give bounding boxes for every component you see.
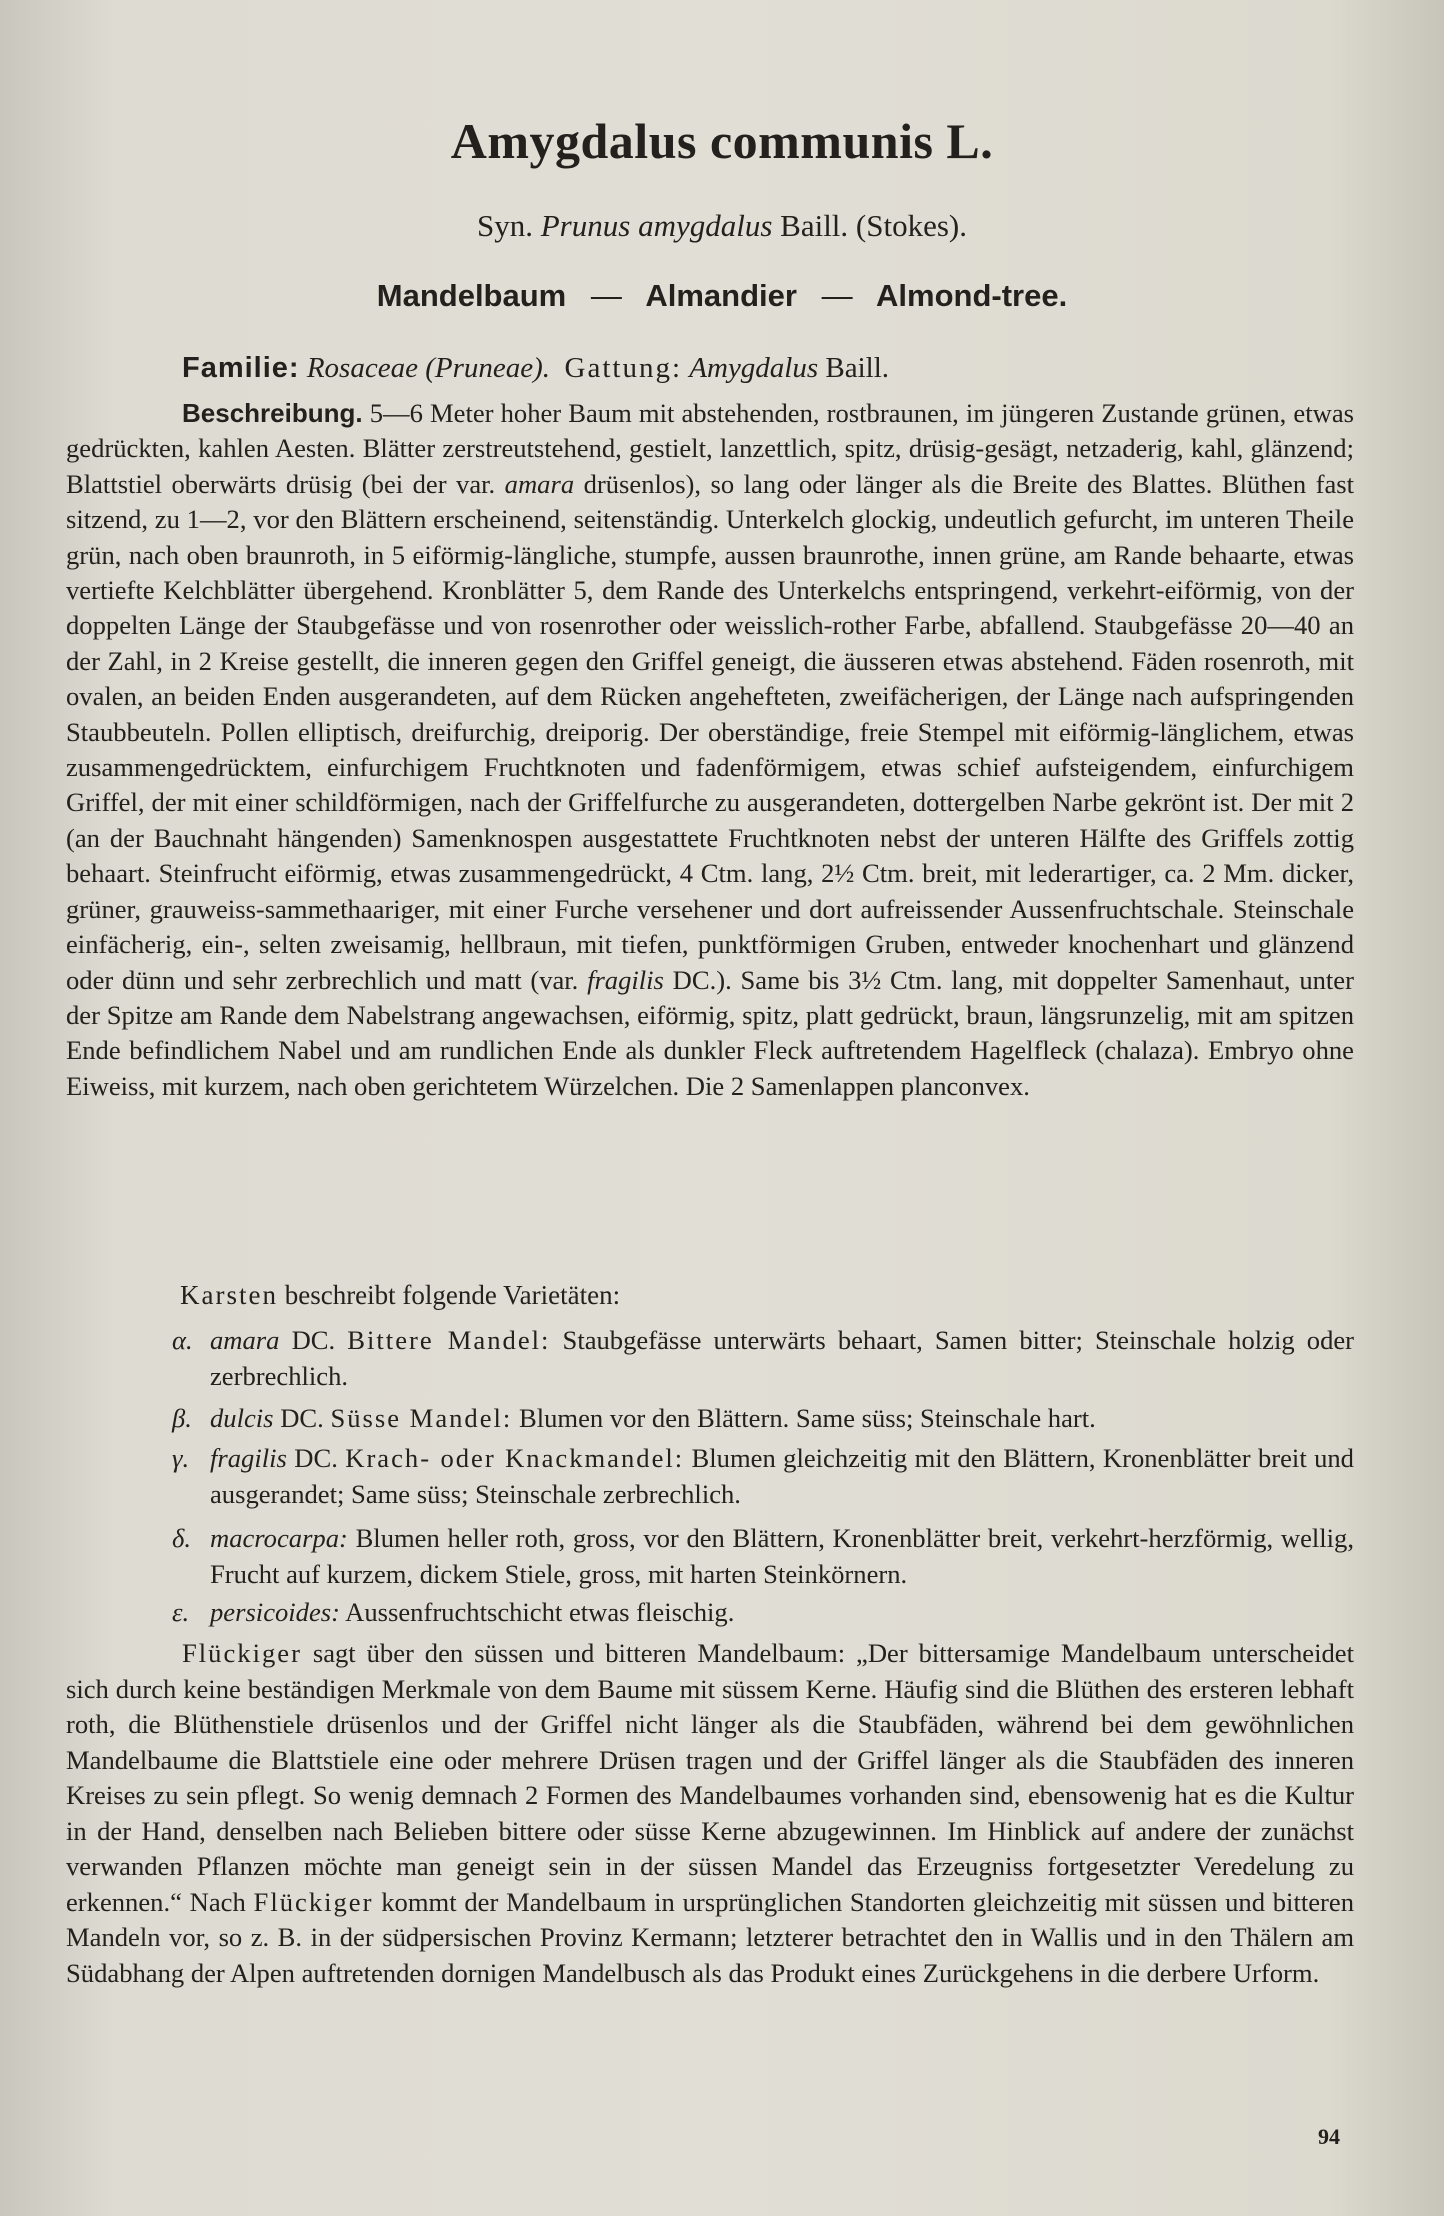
karsten-name: Karsten <box>180 1280 278 1310</box>
variety-item <box>172 1440 1354 1512</box>
karsten-text: beschreibt folgende Varietäten: <box>284 1280 621 1310</box>
family-name: Rosaceae <box>306 352 418 384</box>
variety-name: persicoides: <box>210 1597 340 1627</box>
variety-author: DC. <box>291 1325 336 1355</box>
page-number: 94 <box>1318 2124 1340 2149</box>
flueckiger-text-1: sagt über den süssen und bitteren Mandelbaum: „Der bittersamige Mandelbaum unterscheidet sich durch keine beständigen Merkmale von dem Baume mit süssem Kerne. Häufig sind die Blüthen des ersteren lebhaft roth, die Blüthenstiele drüsenlos und der Griffel nicht länger als die Staubfäden, während bei dem gewöhnlichen Mandelbaume die Blattstiele eine oder mehrere Drüsen tragen und der Griffel länger als die Staubfäden des inneren Kreises zu sein pflegt. So wenig demnach 2 Formen des Mandelbaumes vorhanden sind, ebensowenig hat es die Kultur in der Hand, denselben nach Belieben bittere oder süsse Kerne abzugewinnen. Im Hinblick auf andere der zunächst verwanden Pflanzen möchte man geneigt sein in der süssen Mandel das Erzeugniss fortgesetzter Veredelung zu erkennen.“ Nach <box>66 1638 1354 1917</box>
name-separator: — <box>821 278 853 313</box>
common-name-english: Almond-tree. <box>876 278 1068 313</box>
description-paragraph <box>66 396 1354 1104</box>
synonym-prefix: Syn. <box>477 208 533 243</box>
variety-common-name: Bittere Mandel: <box>347 1325 551 1355</box>
variety-text: Aussenfruchtschicht etwas fleischig. <box>345 1597 735 1627</box>
flueckiger-paragraph <box>66 1636 1354 1991</box>
variety-item <box>172 1322 1355 1394</box>
variety-common-name: Süsse Mandel: <box>330 1403 513 1433</box>
variety-letter: β. <box>172 1403 192 1433</box>
description-label: Beschreibung. <box>182 398 363 428</box>
genus-author: Baill. <box>825 352 890 384</box>
subfamily-name: (Pruneae). <box>425 352 551 384</box>
variety-item <box>172 1520 1354 1592</box>
variety-author: DC. <box>294 1443 338 1473</box>
author-name: Flückiger <box>253 1886 374 1917</box>
name-separator: — <box>590 278 622 313</box>
genus-label: Gattung: <box>564 352 683 384</box>
variety-text: Blumen vor den Blättern. Same süss; Steinschale hart. <box>518 1403 1096 1433</box>
synonym-name: Prunus amygdalus <box>540 208 773 243</box>
variety-name: fragilis <box>210 1443 287 1473</box>
genus-name: Amygdalus <box>689 352 819 384</box>
variety-letter: γ. <box>172 1443 190 1473</box>
description-text-1: 5—6 Meter hoher Baum mit abstehenden, rostbraunen, im jüngeren Zustande grünen, etwas gedrückten, kahlen Aesten. Blätter zerstreutstehend, gestielt, lanzettlich, spitz, drüsig-gesägt, netzaderig, kahl, glänzend; Blattstiel oberwärts drüsig (bei der var. <box>66 398 1354 499</box>
family-label: Familie: <box>182 352 300 384</box>
page-title: Amygdalus communis L. <box>450 113 994 169</box>
variety-letter: ε. <box>172 1597 190 1627</box>
karsten-intro <box>180 1280 620 1311</box>
family-line <box>182 352 889 385</box>
variety-item <box>172 1594 1354 1630</box>
variety-amara-ref: amara <box>504 468 575 499</box>
variety-name: macrocarpa: <box>210 1523 348 1553</box>
variety-name: amara <box>210 1325 280 1355</box>
common-name-german: Mandelbaum <box>376 278 567 313</box>
common-names <box>0 278 1444 314</box>
flueckiger-text-2: kommt der Mandelbaum in ursprünglichen Standorten gleichzeitig mit süssen und bitteren Mandeln vor, so z. B. in der südpersischen Provinz Kermann; letzterer betrachtet den in Wallis und in den Thälern am Südabhang der Alpen auftretenden dornigen Mandelbusch als das Produkt eines Zurückgehens in die derbere Urform. <box>66 1886 1354 1988</box>
synonym-author: Baill. (Stokes). <box>780 208 967 243</box>
variety-common-name: Krach- oder Knackmandel: <box>345 1443 685 1473</box>
variety-author: DC. <box>280 1403 324 1433</box>
description-text-2: drüsenlos), so lang oder länger als die Breite des Blattes. Blüthen fast sitzend, zu 1—2, vor den Blättern erscheinend, seitenständig. Unterkelch glockig, undeutlich gefurcht, im unteren Theile grün, nach oben braunroth, in 5 eiförmig-längliche, stumpfe, aussen braunrothe, innen grüne, am Rande behaarte, etwas vertiefte Kelchblätter übergehend. Kronblätter 5, dem Rande des Unterkelchs entspringend, verkehrt-eiförmig, von der doppelten Länge der Staubgefässe und von rosenrother oder weisslich-rother Farbe, abfallend. Staubgefässe 20—40 an der Zahl, in 2 Kreise gestellt, die inneren gegen den Griffel geneigt, die äusseren etwas abstehend. Fäden rosenroth, mit ovalen, an beiden Enden ausgerandeten, auf dem Rücken angehefteten, zweifächerigen, der Länge nach aufspringenden Staubbeuteln. Pollen elliptisch, dreifurchig, dreiporig. Der oberständige, freie Stempel mit eiförmig-länglichem, etwas zusammengedrücktem, einfurchigem Fruchtknoten und fadenförmigem, etwas schief aufsteigendem, einfurchigem Griffel, der mit einer schildförmigen, nach der Griffelfurche zu ausgerandeten, dottergelben Narbe gekrönt ist. Der mit 2 (an der Bauchnaht hängenden) Samenknospen ausgestattete Fruchtknoten nebst der unteren Hälfte des Griffels zottig behaart. Steinfrucht eiförmig, etwas zusammengedrückt, 4 Ctm. lang, 2½ Ctm. breit, mit lederartiger, ca. 2 Mm. dicker, grüner, grauweiss-sammethaariger, mit einer Furche versehener und dort aufreissender Aussenfruchtschale. Steinschale einfächerig, ein-, selten zweisamig, hellbraun, mit tiefen, punktförmigen Gruben, entweder knochenhart und glänzend oder dünn und sehr zerbrechlich und matt (var. <box>66 468 1354 995</box>
variety-text: Blumen gleichzeitig mit den Blättern, Kronenblätter breit und ausgerandet; Same süss; Steinschale zerbrechlich. <box>210 1443 1354 1509</box>
variety-text: Staubgefässe unterwärts behaart, Samen bitter; Steinschale holzig oder zerbrechlich. <box>210 1325 1355 1391</box>
synonym-line <box>0 208 1444 244</box>
author-name: Flückiger <box>182 1638 302 1668</box>
common-name-french: Almandier <box>645 278 797 313</box>
variety-fragilis-ref: fragilis <box>587 964 664 995</box>
variety-text: Blumen heller roth, gross, vor den Blättern, Kronenblätter breit, verkehrt-herzförmig, wellig, Frucht auf kurzem, dickem Stiele, gross, mit harten Steinkörnern. <box>210 1523 1354 1589</box>
variety-letter: α. <box>172 1325 193 1355</box>
variety-letter: δ. <box>172 1523 192 1553</box>
variety-name: dulcis <box>210 1403 274 1433</box>
description-text-3: DC.). Same bis 3½ Ctm. lang, mit doppelter Samenhaut, unter der Spitze am Rande dem Nabelstrang angewachsen, eiförmig, spitz, platt gedrückt, braun, längsrunzelig, mit am spitzen Ende befindlichem Nabel und am rundlichen Ende als dunkler Fleck auftretendem Hagelfleck (chalaza). Embryo ohne Eiweiss, mit kurzem, nach oben gerichtetem Würzelchen. Die 2 Samenlappen planconvex. <box>66 964 1354 1101</box>
variety-item <box>172 1400 1354 1436</box>
